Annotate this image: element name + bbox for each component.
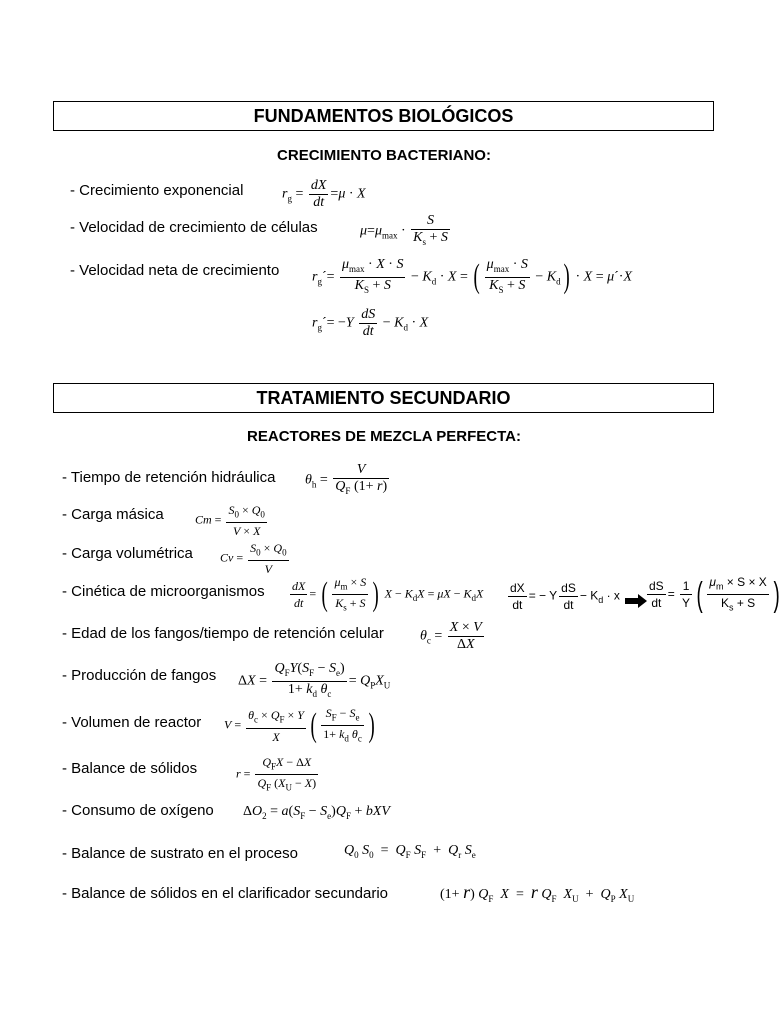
eq-carga-masica: Cm = $\frac{S_0 \times Q_0}{V \times X}$: [195, 503, 265, 539]
item-balance-clarificador: - Balance de sólidos en el clarificador secundario: [62, 885, 389, 902]
eq-produccion-fangos: ΔX = $\frac{Q_FY(S_F - S_e)}{1+ k_d \theta_c}$ = $Q_PX_U$: [238, 661, 391, 699]
item-volumen-reactor: - Volumen de reactor: [62, 714, 202, 731]
item-edad-fangos: - Edad de los fangos/tiempo de retención celular: [62, 625, 384, 642]
eq-velocidad-celulas: $\mu=\mu_{max}$ · $\frac{S}{K_s + S}$: [360, 213, 448, 247]
eq-consumo-oxigeno: $\Delta O_2 = a(S_F - S_e)Q_F$ + bXV: [243, 804, 390, 821]
item-velocidad-celulas: - Velocidad de crecimiento de células: [70, 219, 318, 236]
section-title-fundamentos: FUNDAMENTOS BIOLÓGICOS: [53, 101, 714, 131]
eq-crecimiento-exponencial: $r_g$ = $\frac{dX}{dt}$ =μ · X: [282, 178, 366, 210]
item-crecimiento-exponencial: - Crecimiento exponencial: [70, 182, 244, 199]
eq-carga-volumetrica: Cv = $\frac{S_0 \times Q_0}{V}$: [220, 541, 287, 577]
eq-velocidad-neta: $r_g´=$ $\frac{\mu_{max} \cdot X \cdot S}{K_S + S}$ − $K_d \cdot X$ = ( $\frac{\mu_{max} \cdot S}{K_S + S}$ − $K_d) \cdot X$ = μ´·X: [312, 257, 633, 296]
eq-edad-fangos: $\theta_c$ = $\frac{X \times V}{\Delta X}$: [420, 620, 482, 652]
eq-balance-sustrato: $Q_0$ $S_0 = Q_F$ $S_F + Q_r$ $S_e$: [344, 843, 476, 860]
eq-balance-clarificador: (1+ r) $Q_F$ X = r $Q_F$ $X_U + Q_P$ $X_U$: [440, 882, 635, 904]
item-tiempo-retencion: - Tiempo de retención hidráulica: [62, 469, 276, 486]
item-cinetica: - Cinética de microorganismos: [62, 583, 265, 600]
eq-cinetica-2: $\frac{dX}{dt}$ = − Y $\frac{dS}{dt}$ − $K_d \cdot x$: [510, 581, 620, 612]
item-produccion-fangos: - Producción de fangos: [62, 667, 217, 684]
eq-cinetica: $\frac{dX}{dt}$ = ( $\frac{\mu_m \times S}{K_s + S}$ ) $X - K_dX = \mu X - K_dX$: [292, 575, 484, 613]
subtitle-reactores: REACTORES DE MEZCLA PERFECTA:: [247, 428, 521, 445]
eq-cinetica-3: $\frac{dS}{dt}$ = $\frac{1}{Y}$ ( $\frac{\mu_m \times S \times X}{K_s + S}$ ): [649, 575, 780, 614]
subtitle-crecimiento: CRECIMIENTO BACTERIANO:: [277, 147, 491, 164]
eq-tiempo-retencion: $\theta_h$ = $\frac{V}{Q_F (1+ r)}$: [305, 462, 388, 496]
item-velocidad-neta: - Velocidad neta de crecimiento: [70, 262, 280, 279]
item-balance-sustrato: - Balance de sustrato en el proceso: [62, 845, 298, 862]
eq-velocidad-neta-2: $r_g´= -Y$ $\frac{dS}{dt}$ − $K_d \cdot X$: [312, 307, 429, 339]
item-balance-solidos: - Balance de sólidos: [62, 760, 198, 777]
eq-volumen-reactor: V = $\frac{\theta_c \times Q_F \times Y}{X}$ ( $\frac{S_F - S_e}{1+ k_d \theta_c}$ ): [224, 706, 375, 744]
item-carga-volumetrica: - Carga volumétrica: [62, 545, 193, 562]
item-carga-masica: - Carga másica: [62, 506, 164, 523]
item-consumo-oxigeno: - Consumo de oxígeno: [62, 802, 214, 819]
eq-balance-solidos: r = $\frac{Q_FX - \Delta X}{Q_F (X_U - X)}$: [236, 755, 317, 793]
section-title-tratamiento: TRATAMIENTO SECUNDARIO: [53, 383, 714, 413]
